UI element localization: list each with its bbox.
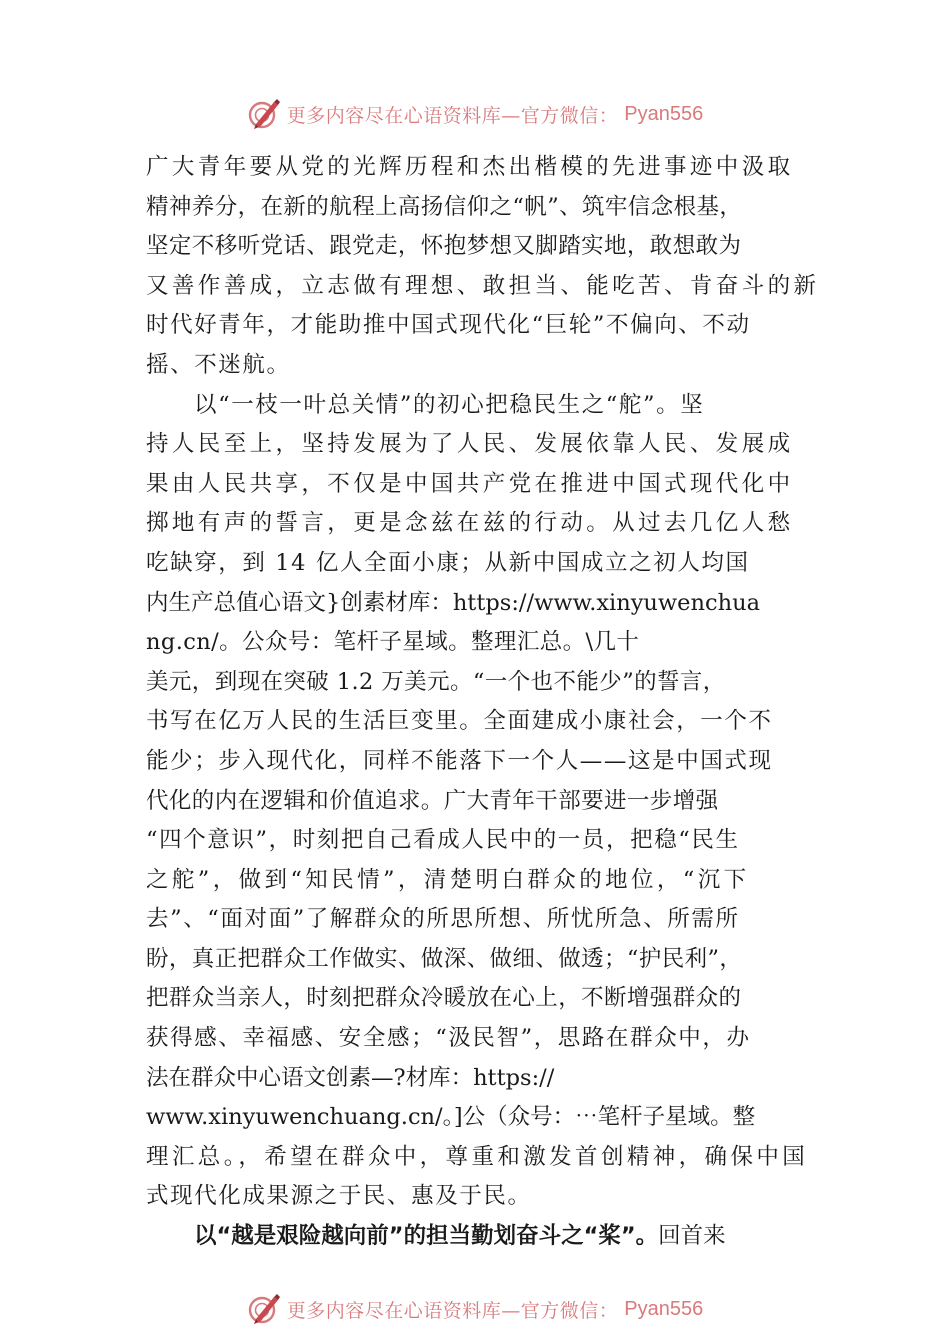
header-watermark-text: 更多内容尽在心语资料库—官方微信： bbox=[286, 104, 619, 127]
body-line-20: 去”、“面对面”了解群众的所思所想、所忧所急、所需所 bbox=[146, 906, 740, 933]
header-watermark-banner bbox=[0, 94, 950, 134]
body-line-3: 坚定不移听党话、跟党走，怀抱梦想又脚踏实地，敢想敢为 bbox=[146, 233, 742, 260]
body-line-1: 广大青年要从党的光辉历程和杰出楷模的先进事迹中汲取 bbox=[146, 154, 794, 180]
body-line-26: 理汇总。，希望在群众中，尊重和激发首创精神，确保中国 bbox=[146, 1143, 809, 1170]
footer-watermark-wechat-id: Pyan556 bbox=[624, 1297, 704, 1320]
body-line-8: 持人民至上，坚持发展为了人民、发展依靠人民、发展成 bbox=[146, 431, 794, 458]
body-line-19: 之舵”，做到“知民情”，清楚明白群众的地位，“沉下 bbox=[146, 866, 750, 893]
seal-pen-logo-icon bbox=[247, 97, 281, 131]
footer-watermark-banner bbox=[0, 1289, 950, 1329]
footer-watermark-text: 更多内容尽在心语资料库—官方微信： bbox=[286, 1299, 619, 1322]
body-line-21: 盼，真正把群众工作做实、做深、做细、做透；“护民利”， bbox=[146, 945, 743, 972]
body-line-7: 以“一枝一叶总关情”的初心把稳民生之“舵”。坚 bbox=[194, 391, 705, 418]
header-watermark-wechat-id: Pyan556 bbox=[624, 102, 704, 125]
body-line-2: 精神养分，在新的航程上高扬信仰之“帆”、筑牢信念根基， bbox=[146, 193, 743, 220]
body-line-25: www.xinyuwenchuang.cn/。]公（众号：⋯笔杆子星域。整 bbox=[146, 1104, 756, 1131]
section-heading-bold: 以“越是艰险越向前”的担当勤划奋斗之“桨”。 bbox=[194, 1223, 659, 1250]
body-line-23: 获得感、幸福感、安全感；“汲民智”，思路在群众中，办 bbox=[146, 1025, 751, 1052]
body-line-24: 法在群众中心语文创素—?材库：https:// bbox=[146, 1064, 555, 1091]
body-line-6: 摇、不迷航。 bbox=[146, 351, 291, 378]
body-line-13: ng.cn/。公众号：笔杆子星域。整理汇总。\几十 bbox=[146, 629, 640, 656]
body-line-18: “四个意识”，时刻把自己看成人民中的一员，把稳“民生 bbox=[146, 827, 740, 854]
body-line-14: 美元，到现在突破 1.2 万美元。“一个也不能少”的誓言， bbox=[146, 668, 726, 695]
section-heading-tail: 回首来 bbox=[658, 1223, 726, 1250]
document-body bbox=[146, 148, 826, 1257]
body-line-5: 时代好青年，才能助推中国式现代化“巨轮”不偏向、不动 bbox=[146, 312, 751, 339]
body-line-10: 掷地有声的誓言，更是念兹在兹的行动。从过去几亿人愁 bbox=[146, 510, 794, 537]
body-line-27: 式现代化成果源之于民、惠及于民。 bbox=[146, 1183, 532, 1210]
body-line-15: 书写在亿万人民的生活巨变里。全面建成小康社会，一个不 bbox=[146, 708, 773, 735]
body-line-9: 果由人民共享，不仅是中国共产党在推进中国式现代化中 bbox=[146, 470, 794, 497]
body-line-22: 把群众当亲人，时刻把群众冷暖放在心上，不断增强群众的 bbox=[146, 985, 742, 1012]
body-line-28-heading bbox=[146, 1217, 826, 1257]
seal-pen-logo-icon bbox=[247, 1292, 281, 1326]
body-line-11: 吃缺穿，到 14 亿人全面小康；从新中国成立之初人均国 bbox=[146, 549, 750, 576]
body-line-4: 又善作善成，立志做有理想、敢担当、能吃苦、肯奋斗的新 bbox=[146, 272, 820, 299]
body-line-12: 内生产总值心语文}创素材库：https://www.xinyuwenchua bbox=[146, 589, 760, 616]
body-line-16: 能少；步入现代化，同样不能落下一个人——这是中国式现 bbox=[146, 747, 773, 774]
body-line-17: 代化的内在逻辑和价值追求。广大青年干部要进一步增强 bbox=[146, 787, 719, 814]
